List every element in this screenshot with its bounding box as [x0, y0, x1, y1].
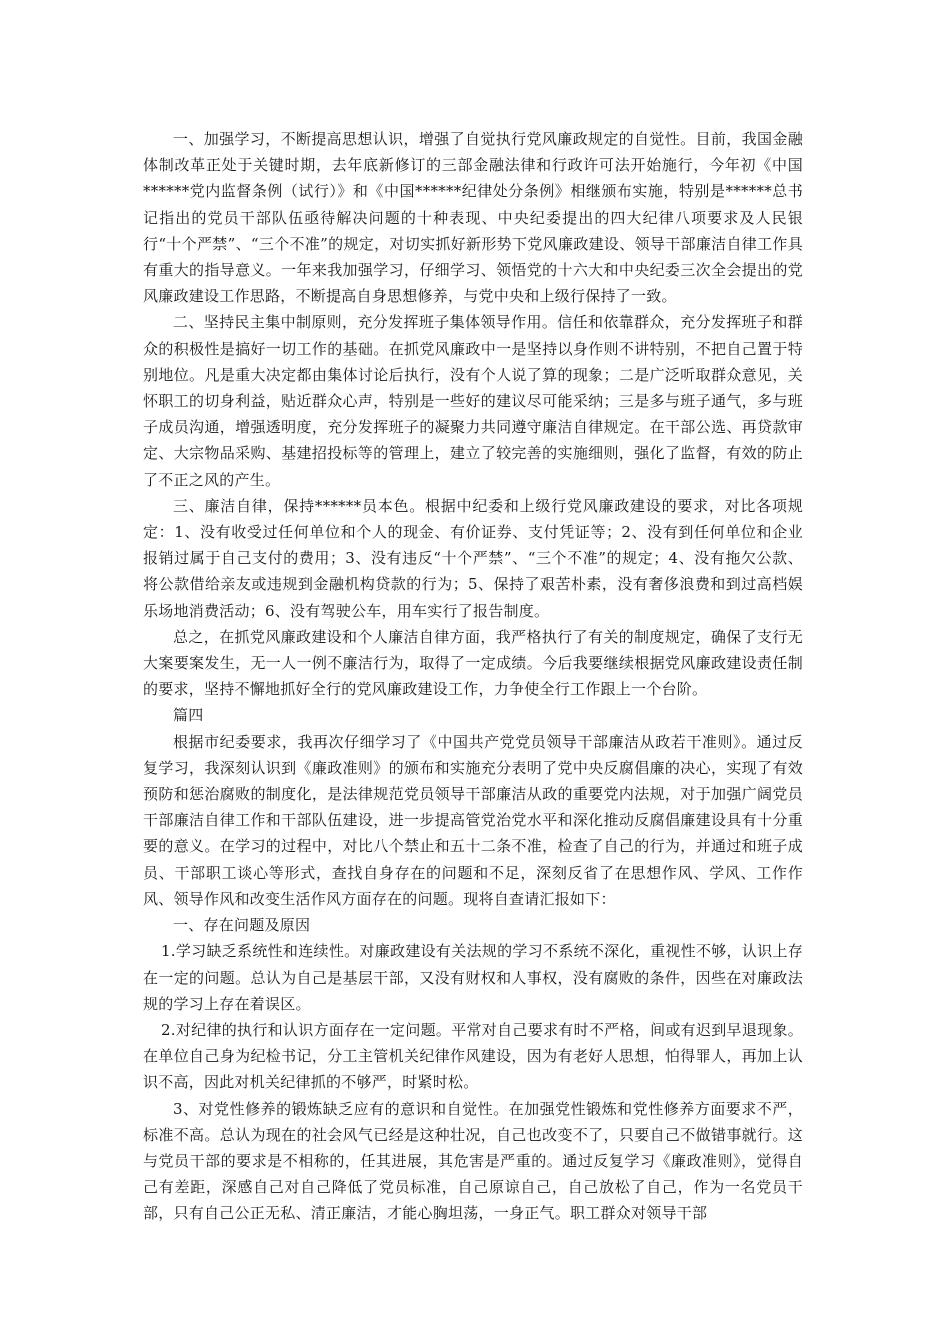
paragraph-democratic-centralism: 二、坚持民主集中制原则，充分发挥班子集体领导作用。信任和依靠群众，充分发挥班子和群众的积极性是搞好一切工作的基础。在抓党风廉政中一是坚持以身作则不讲特别，不把自己置于特别地位。凡是重大决定都由集体讨论后执行，没有个人说了算的现象；二是广泛听取群众意见，关怀职工的切身利益，贴近群众心声，特别是一些好的建议尽可能采纳；三是多与班子通气，多与班子成员沟通，增强透明度，充分发挥班子的凝聚力共同遵守廉洁自律规定。在干部公选、再贷款审定、大宗物品采购、基建招投标等的管理上，建立了较完善的实施细则，强化了监督，有效的防止了不正之风的产生。 — [143, 313, 803, 489]
paragraph-summary: 总之，在抓党风廉政建设和个人廉洁自律方面，我严格执行了有关的制度规定，确保了支行无大案要案发生，无一人一例不廉洁行为，取得了一定成绩。今后我要继续根据党风廉政建设责任制的要求，坚持不懈地抓好全行的党风廉政建设工作，力争使全行工作跟上一个台阶。 — [143, 627, 803, 699]
list-item-problem-2: 2.对纪律的执行和认识方面存在一定问题。平常对自己要求有时不严格，间或有迟到早退现象。在单位自己身为纪检书记，分工主管机关纪律作风建设，因为有老好人思想，怕得罪人，再加上认识不高，因此对机关纪律抓的不够严，时紧时松。 — [143, 1020, 803, 1092]
paragraph-strengthen-study: 一、加强学习，不断提高思想认识，增强了自觉执行党风廉政规定的自觉性。目前，我国金融体制改革正处于关键时期，去年底新修订的三部金融法律和行政许可法开始施行，今年初《中国******党内监督条例（试行）》和《中国******纪律处分条例》相继颁布实施，特别是******总书记指出的党员干部队伍亟待解决问题的十种表现、中央纪委提出的四大纪律八项要求及人民银行“十个严禁”、“三个不准”的规定，对切实抓好新形势下党风廉政建设、领导干部廉洁自律工作具有重大的指导意义。一年来我加强学习，仔细学习、领悟党的十六大和中央纪委三次全会提出的党风廉政建设工作思路，不断提高自身思想修养，与党中央和上级行保持了一致。 — [143, 130, 803, 306]
section-heading-part-four: 篇四 — [173, 706, 204, 725]
list-item-problem-3: 3、对党性修养的锻炼缺乏应有的意识和自觉性。在加强党性锻炼和党性修养方面要求不严，标准不高。总认为现在的社会风气已经是这种壮况，自己也改变不了，只要自己不做错事就行。这与党员干部的要求是不相称的，任其进展，其危害是严重的。通过反复学习《廉政准则》，觉得自己有差距，深感自己对自己降低了党员标准，自己原谅自己，自己放松了自己，作为一名党员干部，只有自己公正无私、清正廉洁，才能心胸坦荡，一身正气。职工群众对领导干部 — [143, 1099, 803, 1223]
paragraph-study-report: 根据市纪委要求，我再次仔细学习了《中国共产党党员领导干部廉洁从政若干准则》。通过反复学习，我深刻认识到《廉政准则》的颁布和实施充分表明了党中央反腐倡廉的决心，实现了有效预防和惩治腐败的制度化，是法律规范党员领导干部廉洁从政的重要党内法规，对于加强广阔党员干部廉洁自律工作和干部队伍建设，进一步提高管党治党水平和深化推动反腐倡廉建设具有十分重要的意义。在学习的过程中，对比八个禁止和五十二条不准，检查了自己的行为，并通过和班子成员、干部职工谈心等形式，查找自身存在的问题和不足，深刻反省了在思想作风、学风、工作作风、领导作风和改变生活作风方面存在的问题。现将自查请汇报如下： — [143, 732, 803, 908]
subheading-problems-and-causes: 一、存在问题及原因 — [173, 916, 311, 935]
document-body — [143, 126, 803, 1227]
paragraph-integrity-self-discipline: 三、廉洁自律，保持******员本色。根据中纪委和上级行党风廉政建设的要求，对比各项规定：1、没有收受过任何单位和个人的现金、有价证券、支付凭证等；2、没有到任何单位和企业报销过属于自己支付的费用；3、没有违反“十个严禁”、“三个不准”的规定；4、没有拖欠公款、将公款借给亲友或违规到金融机构贷款的行为；5、保持了艰苦朴素，没有奢侈浪费和到过高档娱乐场地消费活动；6、没有驾驶公车，用车实行了报告制度。 — [143, 496, 803, 620]
list-item-problem-1: 1.学习缺乏系统性和连续性。对廉政建设有关法规的学习不系统不深化，重视性不够，认识上存在一定的问题。总认为自己是基层干部，又没有财权和人事权，没有腐败的条件，因些在对廉政法规的学习上存在着误区。 — [143, 942, 803, 1013]
